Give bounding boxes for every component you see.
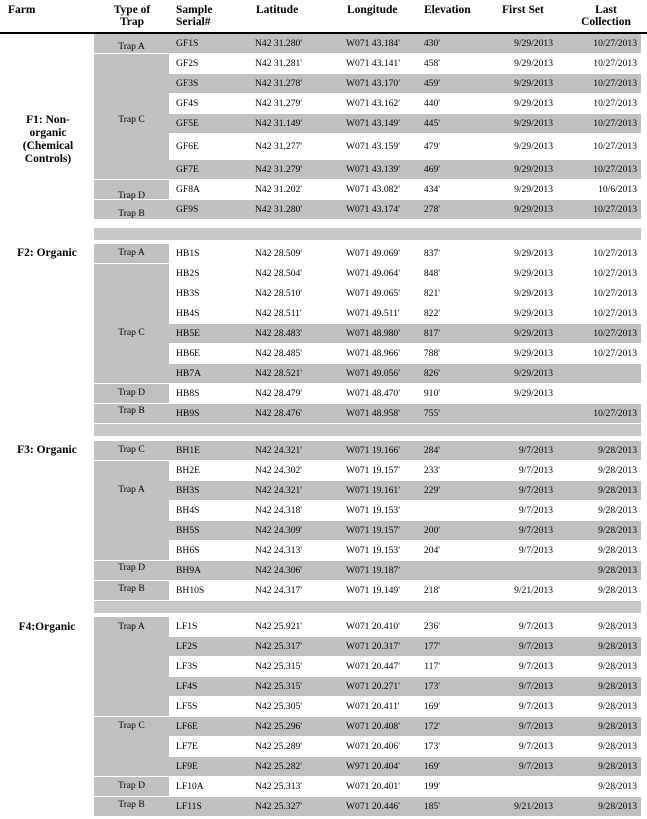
cell-serial: LF4S [176,681,198,692]
cell-elevation [420,561,440,580]
cell-serial: BH1E [176,445,200,456]
cell-serial: HB1S [176,248,200,259]
trap-label: Trap A [118,621,145,632]
cell-longitude: W071 19.153' [346,545,400,556]
cell-serial: GF7E [176,164,199,175]
trap-label: Trap B [118,799,145,810]
cell-first-set: 9/29/2013 [514,38,553,49]
header-latitude: Latitude [256,4,299,16]
cell-serial: GF5E [176,118,199,129]
cell-longitude: W071 20.271' [346,681,400,692]
cell-first-set: 9/29/2013 [514,348,553,359]
cell-elevation: 229' [423,485,440,496]
cell-longitude: W071 43.082' [346,184,400,195]
cell-elevation: 817' [423,328,440,339]
cell-first-set: 9/7/2013 [518,721,553,732]
cell-latitude: N42 31.279' [255,98,303,109]
trap-label: Trap D [117,190,146,201]
cell-first-set: 9/29/2013 [514,118,553,129]
header-serial: Sample Serial# [176,4,213,28]
cell-longitude: W071 20.411' [346,701,400,712]
cell-first-set: 9/29/2013 [514,388,553,399]
cell-elevation: 204' [423,545,440,556]
cell-last-collection: 10/27/2013 [593,248,637,259]
cell-elevation: 434' [423,184,440,195]
cell-latitude: N42 24.318' [255,505,303,516]
cell-serial: LF9E [176,761,198,772]
cell-serial: LF1S [176,621,198,632]
farm-label: F1: Non-organic (Chemical Controls) [22,114,74,165]
cell-first-set: 9/29/2013 [514,58,553,69]
cell-first-set: 9/29/2013 [514,98,553,109]
cell-latitude: N42 24.321' [255,485,303,496]
cell-first-set: 9/21/2013 [514,801,553,812]
cell-latitude: N42 25.315' [255,681,303,692]
trap-label: Trap D [117,780,146,791]
cell-elevation: 236' [423,621,440,632]
cell-longitude: W071 20.401' [346,781,400,792]
cell-serial: GF3S [176,78,199,89]
cell-longitude: W071 19.166' [346,445,400,456]
cell-last-collection: 9/28/2013 [598,681,637,692]
cell-latitude: N42 31.149' [255,118,303,129]
header-trap-type: Type of Trap [113,4,151,28]
trap-label: Trap A [118,247,145,258]
cell-longitude: W071 48.966' [346,348,400,359]
cell-last-collection: 9/28/2013 [598,621,637,632]
cell-last-collection: 9/28/2013 [598,641,637,652]
cell-latitude: N42 24.306' [255,565,303,576]
cell-first-set: 9/29/2013 [514,78,553,89]
cell-latitude: N42 28.479' [255,388,303,399]
cell-first-set: 9/7/2013 [518,545,553,556]
cell-elevation: 278' [423,204,440,215]
cell-serial: HB4S [176,308,200,319]
cell-elevation [420,501,440,520]
cell-first-set: 9/7/2013 [518,701,553,712]
trap-label: Trap C [118,327,145,338]
farm-separator [94,228,641,240]
cell-longitude: W071 19.157' [346,465,400,476]
cell-latitude: N42 31.280' [255,204,303,215]
cell-first-set: 9/7/2013 [518,465,553,476]
cell-latitude: N42 25.296' [255,721,303,732]
cell-first-set: 9/7/2013 [518,741,553,752]
cell-first-set: 9/29/2013 [514,308,553,319]
trap-label: Trap B [118,583,145,594]
cell-elevation: 430' [423,38,440,49]
cell-longitude: W071 48.980' [346,328,400,339]
cell-serial: LF11S [176,801,202,812]
cell-longitude: W071 43.139' [346,164,400,175]
cell-elevation: 173' [423,681,440,692]
cell-latitude: N42 25.305' [255,701,303,712]
trap-group-band [94,264,169,383]
cell-latitude: N42 24.321' [255,445,303,456]
header-farm: Farm [8,4,36,16]
cell-longitude: W071 19.157' [346,525,400,536]
cell-first-set: 9/29/2013 [514,184,553,195]
cell-latitude: N42 24.313' [255,545,303,556]
trap-label: Trap B [118,405,145,416]
cell-longitude: W971 20.404' [346,761,400,772]
cell-longitude: W071 20.447' [346,661,400,672]
cell-first-set: 9/29/2013 [514,164,553,175]
cell-elevation: 848' [423,268,440,279]
cell-last-collection: 9/28/2013 [598,721,637,732]
cell-last-collection: 10/27/2013 [593,204,637,215]
cell-longitude: W071 49.065' [346,288,400,299]
cell-last-collection: 9/28/2013 [598,485,637,496]
cell-first-set: 9/7/2013 [518,485,553,496]
cell-elevation: 185' [423,801,440,812]
cell-elevation: 837' [423,248,440,259]
cell-longitude: W071 19.149' [346,585,400,596]
cell-longitude: W071 43.159' [346,141,400,152]
trap-label: Trap A [118,484,145,495]
cell-elevation: 440' [423,98,440,109]
cell-serial: HB9S [176,408,200,419]
cell-latitude: N42 25.327' [255,801,303,812]
cell-first-set: 9/7/2013 [518,661,553,672]
cell-longitude: W071 49.069' [346,248,400,259]
cell-last-collection: 10/27/2013 [593,308,637,319]
cell-last-collection [560,384,637,403]
cell-elevation: 458' [423,58,440,69]
cell-serial: LF7E [176,741,198,752]
cell-serial: BH3S [176,485,200,496]
cell-longitude: W071 19.187' [346,565,400,576]
cell-first-set: 9/29/2013 [514,248,553,259]
cell-latitude: N42 25.282' [255,761,303,772]
cell-elevation: 172' [423,721,440,732]
cell-longitude: W071 49.511' [346,308,400,319]
cell-latitude: N42 28.510' [255,288,303,299]
cell-longitude: W071 48.470' [346,388,400,399]
farm-label: F4:Organic [18,621,76,633]
header-first-set: First Set [502,4,544,16]
cell-first-set: 9/7/2013 [518,445,553,456]
cell-longitude: W071 20.408' [346,721,400,732]
cell-longitude: W071 43.162' [346,98,400,109]
cell-elevation: 826' [423,368,440,379]
cell-longitude: W071 43.184' [346,38,400,49]
cell-last-collection: 10/27/2013 [593,38,637,49]
cell-last-collection: 9/28/2013 [598,701,637,712]
cell-latitude: N42 28.476' [255,408,303,419]
cell-elevation: 284' [423,445,440,456]
cell-serial: GF2S [176,58,199,69]
cell-longitude: W071 20.446' [346,801,400,812]
cell-first-set: 9/29/2013 [514,328,553,339]
cell-latitude: N42 28.521' [255,368,303,379]
cell-elevation: 755' [423,408,440,419]
cell-last-collection [560,364,637,383]
cell-elevation: 218' [423,585,440,596]
cell-serial: BH9A [176,565,202,576]
trap-label: Trap C [118,444,145,455]
cell-longitude: W071 43.170' [346,78,400,89]
cell-latitude: N42 25.315' [255,661,303,672]
cell-first-set: 9/7/2013 [518,525,553,536]
cell-last-collection: 10/27/2013 [593,98,637,109]
cell-latitude: N42 24.309' [255,525,303,536]
cell-longitude: W071 48.958' [346,408,400,419]
cell-longitude: W071 43.174' [346,204,400,215]
cell-latitude: N42 28.509' [255,248,303,259]
cell-latitude: N42 25.289' [255,741,303,752]
cell-serial: GF6E [176,141,199,152]
cell-longitude: W071 43.141' [346,58,400,69]
cell-serial: HB3S [176,288,200,299]
cell-longitude: W071 19.161' [346,485,400,496]
cell-serial: HB6E [176,348,200,359]
cell-last-collection: 10/27/2013 [593,78,637,89]
cell-elevation: 169' [423,761,440,772]
cell-elevation: 822' [423,308,440,319]
cell-first-set: 9/7/2013 [518,641,553,652]
cell-serial: LF6E [176,721,198,732]
cell-last-collection: 10/27/2013 [593,328,637,339]
cell-serial: GF4S [176,98,199,109]
cell-latitude: N42 25.921' [255,621,303,632]
cell-first-set: 9/7/2013 [518,621,553,632]
cell-longitude: W071 20.317' [346,641,400,652]
cell-serial: BH5S [176,525,200,536]
cell-last-collection: 9/28/2013 [598,565,637,576]
cell-elevation: 479' [423,141,440,152]
cell-last-collection: 10/27/2013 [593,268,637,279]
cell-elevation: 173' [423,741,440,752]
cell-elevation: 469' [423,164,440,175]
cell-last-collection: 9/28/2013 [598,761,637,772]
cell-last-collection: 9/28/2013 [598,545,637,556]
cell-elevation: 177' [423,641,440,652]
cell-serial: BH6S [176,545,200,556]
cell-first-set: 9/29/2013 [514,268,553,279]
cell-last-collection: 10/27/2013 [593,141,637,152]
cell-elevation: 117' [424,661,440,672]
trap-label: Trap D [117,562,146,573]
cell-longitude: W071 20.406' [346,741,400,752]
cell-latitude: N42 31.277' [255,141,303,152]
cell-last-collection: 9/28/2013 [598,585,637,596]
cell-last-collection: 10/27/2013 [593,58,637,69]
cell-elevation: 199' [423,781,440,792]
cell-elevation: 459' [423,78,440,89]
cell-serial: HB2S [176,268,200,279]
cell-elevation: 445' [423,118,440,129]
cell-serial: LF2S [176,641,198,652]
cell-last-collection: 10/27/2013 [593,288,637,299]
trap-label: Trap A [118,41,145,52]
cell-latitude: N42 24.302' [255,465,303,476]
cell-latitude: N42 31.202' [255,184,303,195]
trap-group-band [94,461,169,560]
cell-longitude: W071 19.153' [346,505,400,516]
cell-latitude: N42 28.504' [255,268,303,279]
cell-last-collection: 9/28/2013 [598,741,637,752]
cell-latitude: N42 28.483' [255,328,303,339]
cell-first-set: 9/21/2013 [514,585,553,596]
cell-serial: BH4S [176,505,200,516]
trap-label: Trap C [118,114,145,125]
cell-serial: BH10S [176,585,205,596]
trap-label: Trap C [118,720,145,731]
cell-elevation: 788' [423,348,440,359]
cell-last-collection: 10/27/2013 [593,118,637,129]
cell-longitude: W071 20.410' [346,621,400,632]
cell-last-collection: 9/28/2013 [598,801,637,812]
trap-label: Trap B [118,208,145,219]
cell-elevation: 821' [423,288,440,299]
cell-first-set: 9/7/2013 [518,505,553,516]
cell-last-collection: 9/28/2013 [598,505,637,516]
header-longitude: Longitude [347,4,398,16]
cell-first-set: 9/29/2013 [514,368,553,379]
cell-last-collection: 9/28/2013 [598,525,637,536]
farm-label: F3: Organic [17,444,77,456]
cell-last-collection: 9/28/2013 [598,661,637,672]
cell-last-collection: 10/6/2013 [598,184,637,195]
header-last-collection: Last Collection [581,4,631,28]
cell-last-collection: 10/27/2013 [593,408,637,419]
farm-label: F2: Organic [17,247,77,259]
cell-first-set [480,561,553,580]
cell-elevation: 169' [423,701,440,712]
cell-first-set [480,404,553,423]
cell-longitude: W071 43.149' [346,118,400,129]
cell-first-set [480,777,553,796]
cell-longitude: W071 49.064' [346,268,400,279]
cell-latitude: N42 28.485' [255,348,303,359]
cell-serial: HB8S [176,388,200,399]
cell-elevation: 910' [423,388,440,399]
cell-serial: GF1S [176,38,199,49]
cell-last-collection: 9/28/2013 [598,465,637,476]
cell-serial: LF3S [176,661,198,672]
cell-serial: GF8A [176,184,200,195]
cell-first-set: 9/29/2013 [514,288,553,299]
cell-latitude: N42 28.511' [255,308,302,319]
cell-first-set: 9/29/2013 [514,204,553,215]
cell-latitude: N42 25.317' [255,641,303,652]
cell-serial: BH2E [176,465,200,476]
cell-latitude: N42 31.281' [255,58,303,69]
cell-first-set: 9/7/2013 [518,681,553,692]
farm-separator [94,424,641,436]
farm-separator [94,601,641,613]
cell-latitude: N42 25.313' [255,781,303,792]
cell-elevation: 200' [423,525,440,536]
cell-latitude: N42 31.280' [255,38,303,49]
cell-first-set: 9/7/2013 [518,761,553,772]
cell-serial: LF10A [176,781,204,792]
cell-last-collection: 9/28/2013 [598,445,637,456]
trap-label: Trap D [117,387,146,398]
cell-serial: HB5E [176,328,200,339]
cell-serial: LF5S [176,701,198,712]
header-elevation: Elevation [424,4,471,16]
cell-latitude: N42 31.278' [255,78,303,89]
cell-elevation: 233' [423,465,440,476]
cell-serial: HB7A [176,368,202,379]
cell-latitude: N42 24.317' [255,585,303,596]
cell-serial: GF9S [176,204,199,215]
cell-first-set: 9/29/2013 [514,141,553,152]
cell-last-collection: 9/28/2013 [598,781,637,792]
cell-latitude: N42 31.279' [255,164,303,175]
cell-last-collection: 10/27/2013 [593,348,637,359]
cell-longitude: W071 49.056' [346,368,400,379]
cell-last-collection: 10/27/2013 [593,164,637,175]
